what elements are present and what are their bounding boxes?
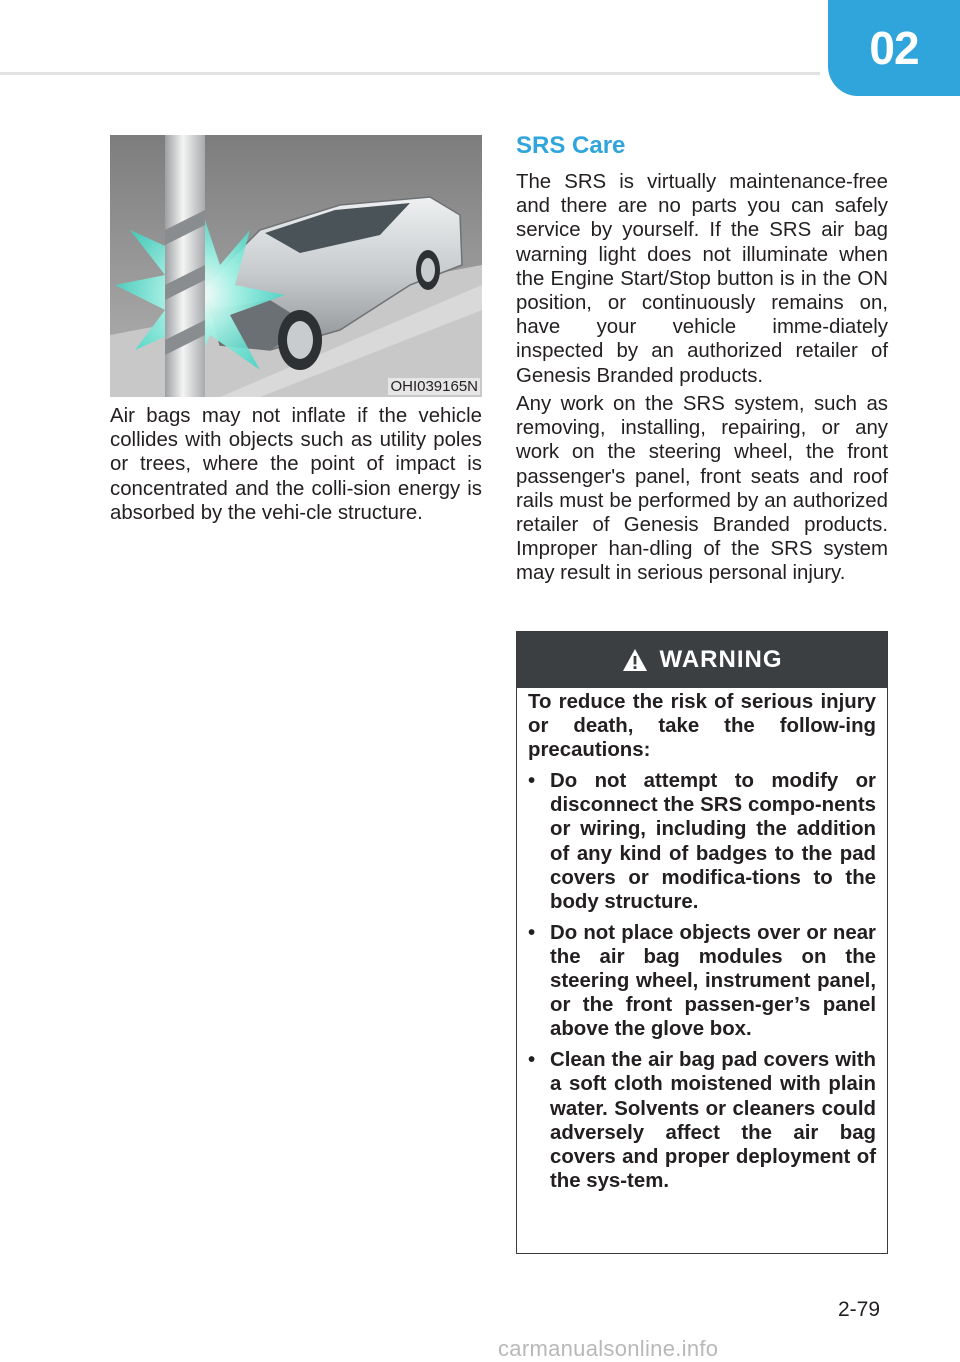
- chapter-tab: 02: [828, 0, 960, 96]
- watermark: carmanualsonline.info: [498, 1336, 719, 1361]
- header-rule: [0, 72, 820, 75]
- warning-item-text: Do not attempt to modify or disconnect the SRS compo-nents or wiring, including the addition of any kind of badges to the pad covers or modifica-tions to the body structure.: [550, 770, 876, 913]
- page-number: 2-79: [838, 1298, 881, 1321]
- section-title: SRS Care: [516, 132, 626, 159]
- warning-item-text: Do not place objects over or near the air bag modules on the steering wheel, instrument panel, or the front passen-ger’s panel above the glove box.: [550, 921, 876, 1041]
- warning-box: [516, 631, 888, 1254]
- warning-header: [517, 632, 887, 688]
- warning-body: [517, 690, 887, 1193]
- srs-care-paragraph-1: The SRS is virtually maintenance-free and there are no parts you can safely service by yourself. If the SRS air bag warning light does not illuminate when the Engine Start/Stop button is in the ON position, or continuously remains on, have your vehicle imme-diately inspected by an authorized retailer of Genesis Branded products.: [516, 171, 888, 387]
- warning-item: [528, 1048, 876, 1193]
- bullet-icon: •: [528, 1049, 536, 1072]
- bullet-icon: •: [528, 921, 536, 944]
- srs-care-paragraph-2: Any work on the SRS system, such as removing, installing, repairing, or any work on the steering wheel, the front passenger's panel, front seats and roof rails must be performed by an authorized retailer of Genesis Branded products. Improper han-dling of the SRS system may result in serious personal injury.: [516, 393, 888, 585]
- warning-intro: To reduce the risk of serious injury or death, take the follow-ing precautions:: [528, 691, 876, 762]
- collision-illustration: [110, 135, 482, 397]
- warning-item-text: Clean the air bag pad covers with a soft cloth moistened with plain water. Solvents or cleaners could adversely affect the air bag covers and proper deployment of the sys-tem.: [550, 1049, 876, 1192]
- warning-triangle-icon: [622, 648, 648, 672]
- warning-item: [528, 921, 876, 1041]
- warning-item: [528, 769, 876, 914]
- warning-list: [528, 769, 876, 1193]
- bullet-icon: •: [528, 770, 536, 793]
- figure-code: OHI039165N: [390, 378, 478, 395]
- warning-label: WARNING: [659, 646, 783, 673]
- left-paragraph: Air bags may not inflate if the vehicle collides with objects such as utility poles or trees, where the point of impact is concentrated and the colli-sion energy is absorbed by the vehi-cle structure.: [110, 405, 482, 524]
- car-hitting-pole-image: [110, 135, 482, 397]
